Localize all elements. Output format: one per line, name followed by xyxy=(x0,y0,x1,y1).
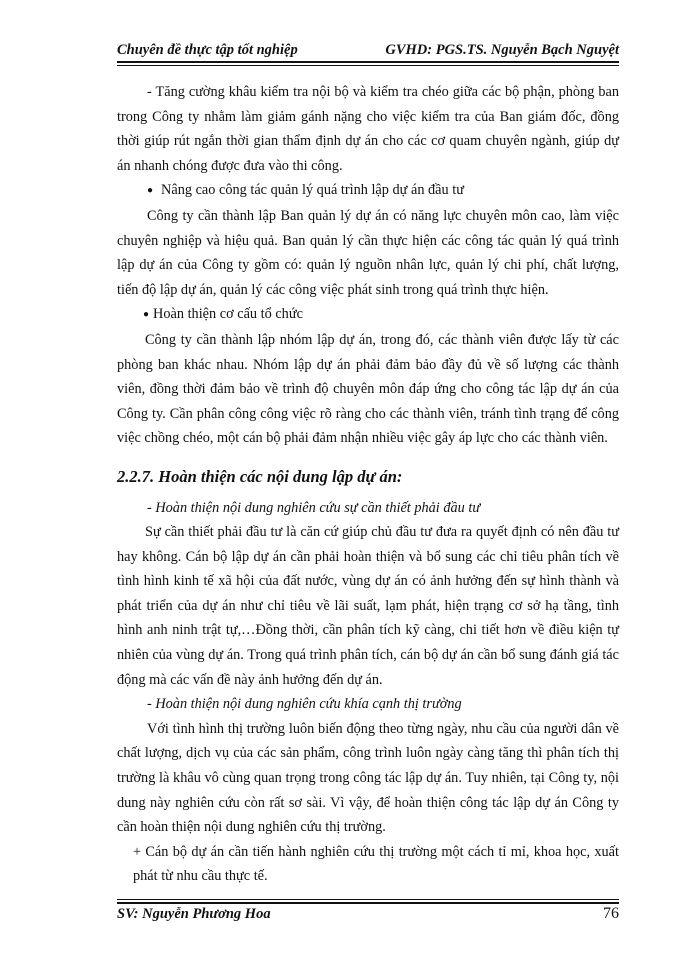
page-body xyxy=(117,80,619,889)
section-heading: 2.2.7. Hoàn thiện các nội dung lập dự án: xyxy=(117,466,403,486)
student-name: SV: Nguyễn Phương Hoa xyxy=(117,906,271,922)
page-footer xyxy=(117,905,619,923)
bullet-icon: ● xyxy=(147,185,154,197)
paragraph-market-research: + Cán bộ dự án cần tiến hành nghiên cứu thị trường một cách tỉ mỉ, khoa học, xuất phát từ nhu cầu thực tế. xyxy=(133,843,619,885)
bullet-item-project-management xyxy=(117,178,619,204)
paragraph-project-team: Công ty cần thành lập nhóm lập dự án, trong đó, các thành viên được lấy từ các phòng ban khác nhau. Nhóm lập dự án phải đảm bảo đầy đủ về số lượng các thành viên, đồng thời đảm bảo về trình độ chuyên môn đáp ứng cho công tác lập dự án của Công ty. Cần phân công công việc rõ ràng cho các thành viên, tránh tình trạng để công việc chồng chéo, một cán bộ phải đảm nhận nhiều việc gây áp lực cho các thành viên. xyxy=(117,331,619,447)
header-rule-thin xyxy=(117,65,619,66)
footer-rule-thin xyxy=(117,899,619,900)
paragraph-market: Với tình hình thị trường luôn biến động theo từng ngày, nhu cầu của người dân về chất lượng, dịch vụ của các sản phẩm, công trình luôn ngày càng tăng thì phân tích thị trường là khâu vô cùng quan trọng trong công tác lập dự án. Tuy nhiên, tại Công ty, nội dung này nghiên cứu còn rất sơ sài. Vì vậy, để hoàn thiện công tác lập dự án Công ty cần hoàn thiện nội dung nghiên cứu thị trường. xyxy=(117,720,619,836)
bullet-icon: ● xyxy=(143,309,150,321)
header-advisor: GVHD: PGS.TS. Nguyễn Bạch Nguyệt xyxy=(385,42,619,58)
footer-rule-thick xyxy=(117,902,619,904)
paragraph-necessity: Sự cần thiết phải đầu tư là căn cứ giúp chủ đầu tư đưa ra quyết định có nên đầu tư hay không. Cán bộ lập dự án cần phải hoàn thiện và bổ sung các chỉ tiêu phân tích về tình hình kinh tế xã hội của đất nước, vùng dự án có ảnh hưởng đến sự hình thành và phát triển của dự án như chỉ tiêu về lãi suất, lạm phát, hiện trạng cơ sở hạ tầng, tình hình anh ninh trật tự,…Đồng thời, cần phân tích kỹ càng, chi tiết hơn về điều kiện tự nhiên của vùng dự án. Trong quá trình phân tích, cán bộ dự án cần bổ sung đánh giá tác động mà các vấn đề này ảnh hưởng đến dự án. xyxy=(117,524,619,688)
bullet-text: Nâng cao công tác quản lý quá trình lập dự án đầu tư xyxy=(161,182,464,199)
page-header xyxy=(117,42,619,59)
header-rule-thick xyxy=(117,61,619,63)
bullet-item-organization xyxy=(117,302,619,328)
paragraph-management-board: Công ty cần thành lập Ban quản lý dự án có năng lực chuyên môn cao, làm việc chuyên nghiệp và hiệu quả. Ban quản lý cần thực hiện các công tác quản lý quá trình lập dự án của Công ty gồm có: quản lý nguồn nhân lực, quản lý chi phí, chất lượng, tiến độ lập dự án, quản lý các công việc phát sinh trong quá trình thực hiện. xyxy=(117,207,619,298)
subsection-necessity: - Hoàn thiện nội dung nghiên cứu sự cần thiết phải đầu tư xyxy=(147,499,481,516)
bullet-text: Hoàn thiện cơ cấu tổ chức xyxy=(153,306,303,323)
header-title: Chuyên đề thực tập tốt nghiệp xyxy=(117,42,298,58)
subsection-market: - Hoàn thiện nội dung nghiên cứu khía cạnh thị trường xyxy=(147,696,462,713)
page-number: 76 xyxy=(603,905,619,922)
paragraph-internal-control: - Tăng cường khâu kiểm tra nội bộ và kiểm tra chéo giữa các bộ phận, phòng ban trong Công ty nhằm làm giảm gánh nặng cho việc kiểm tra của Ban giám đốc, đồng thời giúp rút ngắn thời gian thẩm định dự án cho các cơ quam chuyên ngành, giúp dự án nhanh chóng được đưa vào thi công. xyxy=(117,84,619,174)
